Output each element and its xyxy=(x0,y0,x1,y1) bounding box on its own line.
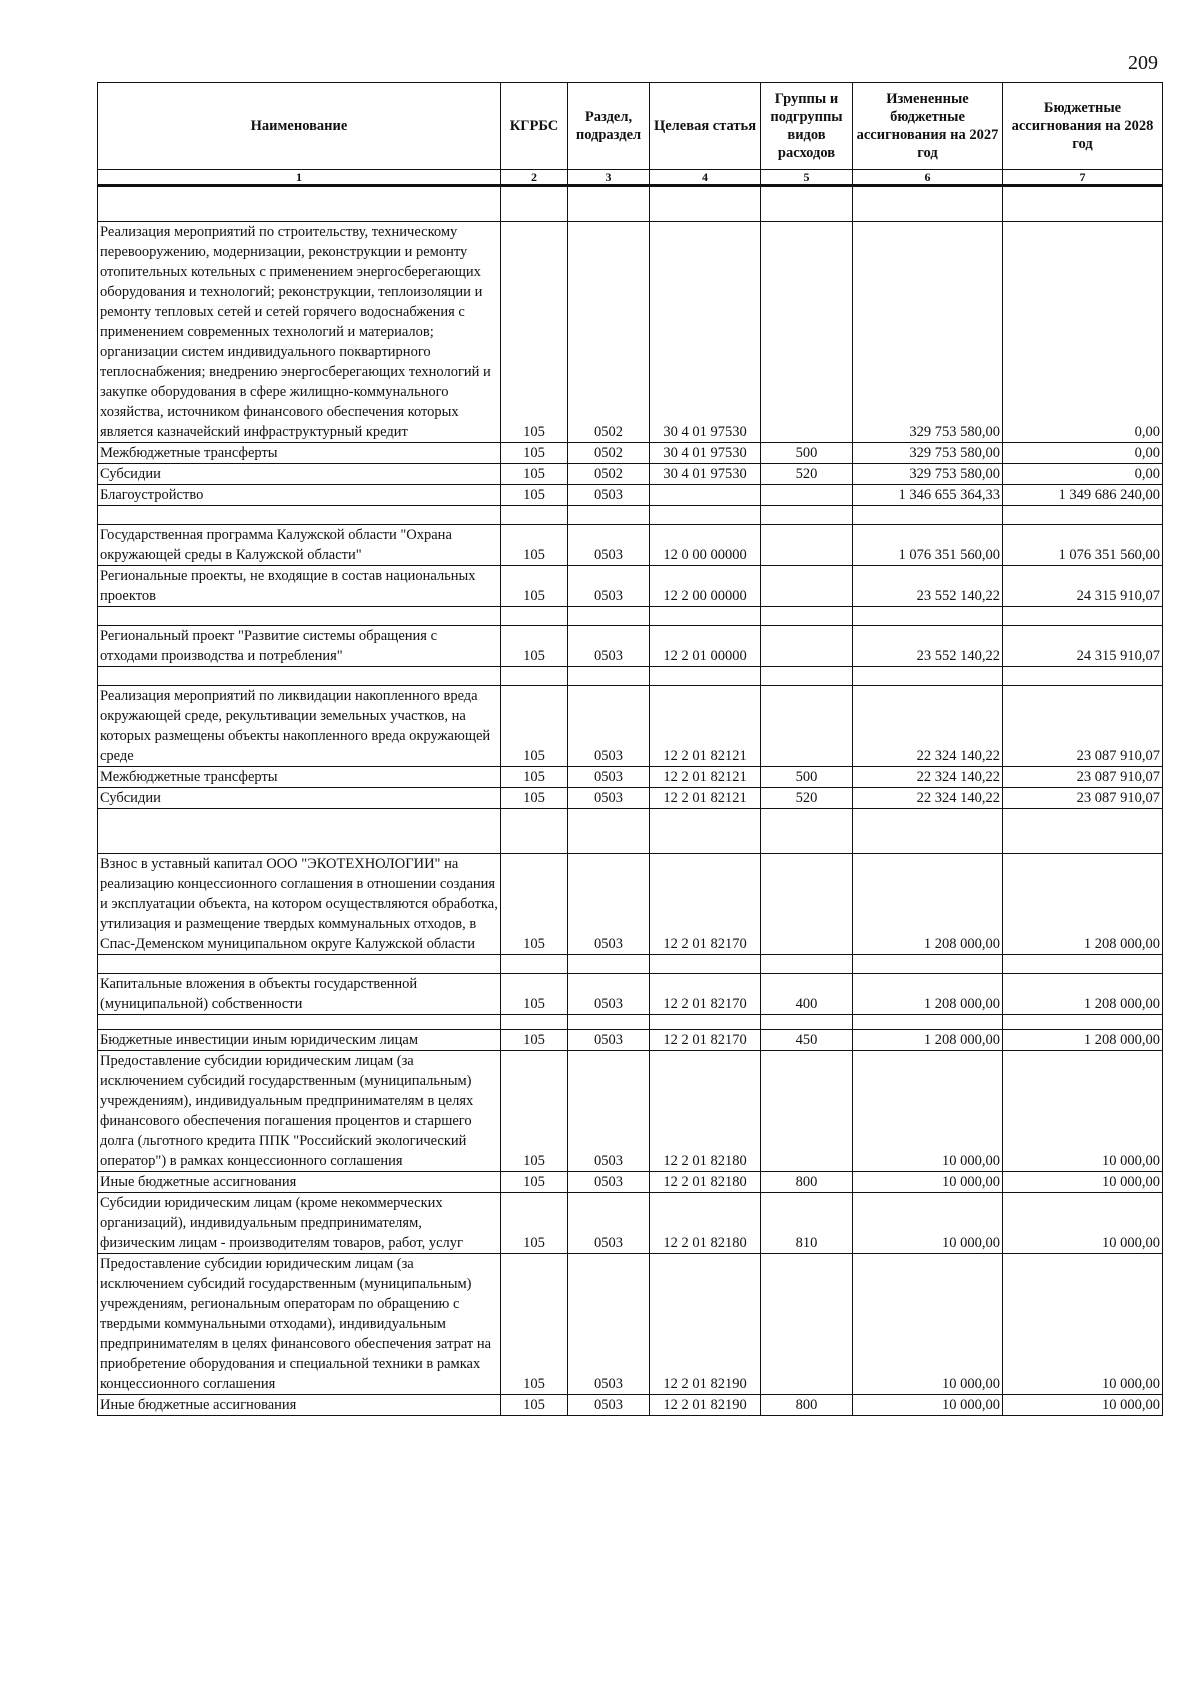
row-sum-2027-cell: 10 000,00 xyxy=(853,1395,1003,1416)
spacer-cell xyxy=(98,809,501,854)
spacer-cell xyxy=(501,955,568,974)
row-kgrbs-cell: 105 xyxy=(501,464,568,485)
column-number-row xyxy=(98,170,1163,186)
table-row xyxy=(98,1254,1163,1395)
row-target-article-cell: 30 4 01 97530 xyxy=(650,222,761,443)
spacer-cell xyxy=(568,955,650,974)
spacer-cell xyxy=(650,809,761,854)
row-kgrbs-cell: 105 xyxy=(501,974,568,1015)
row-expense-group-cell: 800 xyxy=(761,1395,853,1416)
spacer-cell xyxy=(568,667,650,686)
column-number: 2 xyxy=(501,170,568,186)
spacer-row xyxy=(98,506,1163,525)
spacer-row xyxy=(98,607,1163,626)
table-row xyxy=(98,854,1163,955)
table-row xyxy=(98,974,1163,1015)
row-section-cell: 0503 xyxy=(568,974,650,1015)
budget-table-body xyxy=(98,186,1163,1416)
row-sum-2027-cell: 23 552 140,22 xyxy=(853,626,1003,667)
spacer-cell xyxy=(568,809,650,854)
row-expense-group-cell xyxy=(761,626,853,667)
row-section-cell: 0502 xyxy=(568,222,650,443)
spacer-cell xyxy=(650,506,761,525)
spacer-cell xyxy=(853,809,1003,854)
row-sum-2027-cell: 1 208 000,00 xyxy=(853,1030,1003,1051)
row-expense-group-cell: 520 xyxy=(761,788,853,809)
row-name-cell: Межбюджетные трансферты xyxy=(98,443,501,464)
header-section: Раздел, подраздел xyxy=(568,83,650,170)
spacer-cell xyxy=(650,1015,761,1030)
table-row xyxy=(98,1051,1163,1172)
row-target-article-cell: 12 2 01 82180 xyxy=(650,1172,761,1193)
spacer-cell xyxy=(853,1015,1003,1030)
row-section-cell: 0503 xyxy=(568,566,650,607)
table-row xyxy=(98,222,1163,443)
spacer-cell xyxy=(761,955,853,974)
column-number: 7 xyxy=(1003,170,1163,186)
spacer-cell xyxy=(761,607,853,626)
row-expense-group-cell xyxy=(761,1051,853,1172)
table-row xyxy=(98,1172,1163,1193)
table-row xyxy=(98,767,1163,788)
header-kgrbs: КГРБС xyxy=(501,83,568,170)
row-target-article-cell: 12 2 01 82190 xyxy=(650,1395,761,1416)
spacer-cell xyxy=(1003,1015,1163,1030)
table-row xyxy=(98,788,1163,809)
spacer-cell xyxy=(501,667,568,686)
table-row xyxy=(98,464,1163,485)
row-sum-2027-cell: 10 000,00 xyxy=(853,1193,1003,1254)
spacer-cell xyxy=(853,955,1003,974)
row-expense-group-cell: 810 xyxy=(761,1193,853,1254)
row-kgrbs-cell: 105 xyxy=(501,1193,568,1254)
table-row xyxy=(98,566,1163,607)
header-sum-2027: Измененные бюджетные ассигнования на 2027 год xyxy=(853,83,1003,170)
row-section-cell: 0502 xyxy=(568,464,650,485)
row-section-cell: 0503 xyxy=(568,525,650,566)
row-expense-group-cell xyxy=(761,854,853,955)
row-name-cell: Межбюджетные трансферты xyxy=(98,767,501,788)
spacer-row xyxy=(98,186,1163,222)
row-name-cell: Иные бюджетные ассигнования xyxy=(98,1395,501,1416)
row-section-cell: 0503 xyxy=(568,485,650,506)
row-sum-2028-cell: 0,00 xyxy=(1003,222,1163,443)
row-sum-2028-cell: 1 208 000,00 xyxy=(1003,974,1163,1015)
row-sum-2028-cell: 10 000,00 xyxy=(1003,1254,1163,1395)
row-section-cell: 0503 xyxy=(568,1172,650,1193)
row-kgrbs-cell: 105 xyxy=(501,525,568,566)
row-section-cell: 0503 xyxy=(568,788,650,809)
spacer-row xyxy=(98,667,1163,686)
row-sum-2028-cell: 1 208 000,00 xyxy=(1003,854,1163,955)
spacer-cell xyxy=(853,607,1003,626)
row-section-cell: 0503 xyxy=(568,626,650,667)
row-section-cell: 0503 xyxy=(568,854,650,955)
spacer-cell xyxy=(98,506,501,525)
row-kgrbs-cell: 105 xyxy=(501,1254,568,1395)
row-section-cell: 0503 xyxy=(568,1193,650,1254)
row-target-article-cell: 12 2 01 82121 xyxy=(650,788,761,809)
row-sum-2027-cell: 329 753 580,00 xyxy=(853,443,1003,464)
row-target-article-cell: 12 2 01 82170 xyxy=(650,974,761,1015)
row-kgrbs-cell: 105 xyxy=(501,1051,568,1172)
spacer-cell xyxy=(501,186,568,222)
row-section-cell: 0503 xyxy=(568,1051,650,1172)
row-expense-group-cell xyxy=(761,222,853,443)
spacer-cell xyxy=(761,506,853,525)
row-sum-2027-cell: 22 324 140,22 xyxy=(853,788,1003,809)
spacer-cell xyxy=(568,186,650,222)
row-expense-group-cell: 800 xyxy=(761,1172,853,1193)
row-section-cell: 0503 xyxy=(568,767,650,788)
row-name-cell: Субсидии xyxy=(98,788,501,809)
row-target-article-cell: 12 2 01 00000 xyxy=(650,626,761,667)
spacer-cell xyxy=(761,186,853,222)
spacer-row xyxy=(98,955,1163,974)
spacer-cell xyxy=(98,667,501,686)
table-row xyxy=(98,626,1163,667)
row-expense-group-cell: 500 xyxy=(761,767,853,788)
row-expense-group-cell xyxy=(761,525,853,566)
row-name-cell: Бюджетные инвестиции иным юридическим лицам xyxy=(98,1030,501,1051)
row-sum-2027-cell: 1 208 000,00 xyxy=(853,974,1003,1015)
row-kgrbs-cell: 105 xyxy=(501,854,568,955)
row-kgrbs-cell: 105 xyxy=(501,222,568,443)
spacer-cell xyxy=(98,1015,501,1030)
spacer-cell xyxy=(501,506,568,525)
row-target-article-cell: 12 2 01 82190 xyxy=(650,1254,761,1395)
row-expense-group-cell xyxy=(761,1254,853,1395)
row-section-cell: 0503 xyxy=(568,686,650,767)
row-name-cell: Региональный проект "Развитие системы обращения с отходами производства и потребления" xyxy=(98,626,501,667)
row-target-article-cell xyxy=(650,485,761,506)
row-expense-group-cell xyxy=(761,566,853,607)
row-sum-2028-cell: 23 087 910,07 xyxy=(1003,686,1163,767)
row-kgrbs-cell: 105 xyxy=(501,1395,568,1416)
spacer-cell xyxy=(568,607,650,626)
row-target-article-cell: 12 2 01 82121 xyxy=(650,686,761,767)
spacer-row xyxy=(98,1015,1163,1030)
row-target-article-cell: 12 2 01 82180 xyxy=(650,1193,761,1254)
table-row xyxy=(98,686,1163,767)
spacer-cell xyxy=(650,955,761,974)
row-sum-2028-cell: 10 000,00 xyxy=(1003,1193,1163,1254)
row-sum-2027-cell: 1 208 000,00 xyxy=(853,854,1003,955)
spacer-cell xyxy=(98,186,501,222)
row-name-cell: Капитальные вложения в объекты государственной (муниципальной) собственности xyxy=(98,974,501,1015)
row-kgrbs-cell: 105 xyxy=(501,1030,568,1051)
column-number: 5 xyxy=(761,170,853,186)
row-sum-2028-cell: 23 087 910,07 xyxy=(1003,788,1163,809)
header-name: Наименование xyxy=(98,83,501,170)
row-sum-2028-cell: 10 000,00 xyxy=(1003,1172,1163,1193)
row-target-article-cell: 12 2 01 82121 xyxy=(650,767,761,788)
row-name-cell: Реализация мероприятий по ликвидации накопленного вреда окружающей среде, рекультивации земельных участков, на которых размещены объекты накопленного вреда окружающей среде xyxy=(98,686,501,767)
spacer-cell xyxy=(650,607,761,626)
row-name-cell: Иные бюджетные ассигнования xyxy=(98,1172,501,1193)
page-number: 209 xyxy=(1128,52,1158,74)
spacer-cell xyxy=(568,506,650,525)
row-sum-2028-cell: 10 000,00 xyxy=(1003,1395,1163,1416)
spacer-cell xyxy=(98,955,501,974)
row-sum-2027-cell: 1 346 655 364,33 xyxy=(853,485,1003,506)
table-row xyxy=(98,1193,1163,1254)
row-name-cell: Предоставление субсидии юридическим лицам (за исключением субсидий государственным (муниципальным) учреждениям, региональным операторам по обращению с твердыми коммунальными отходами), индивидуальным предпринимателям в целях финансового обеспечения затрат на приобретение оборудования и специальной техники в рамках концессионного соглашения xyxy=(98,1254,501,1395)
spacer-cell xyxy=(501,809,568,854)
row-name-cell: Субсидии xyxy=(98,464,501,485)
spacer-row xyxy=(98,809,1163,854)
row-name-cell: Государственная программа Калужской области "Охрана окружающей среды в Калужской области" xyxy=(98,525,501,566)
row-sum-2027-cell: 329 753 580,00 xyxy=(853,222,1003,443)
spacer-cell xyxy=(761,667,853,686)
row-expense-group-cell: 500 xyxy=(761,443,853,464)
table-row xyxy=(98,1030,1163,1051)
spacer-cell xyxy=(1003,186,1163,222)
row-sum-2027-cell: 1 076 351 560,00 xyxy=(853,525,1003,566)
row-sum-2027-cell: 10 000,00 xyxy=(853,1051,1003,1172)
spacer-cell xyxy=(761,809,853,854)
spacer-cell xyxy=(568,1015,650,1030)
row-target-article-cell: 12 2 00 00000 xyxy=(650,566,761,607)
row-target-article-cell: 30 4 01 97530 xyxy=(650,464,761,485)
spacer-cell xyxy=(501,1015,568,1030)
row-name-cell: Региональные проекты, не входящие в состав национальных проектов xyxy=(98,566,501,607)
table-row xyxy=(98,1395,1163,1416)
header-sum-2028: Бюджетные ассигнования на 2028 год xyxy=(1003,83,1163,170)
spacer-cell xyxy=(853,667,1003,686)
spacer-cell xyxy=(501,607,568,626)
row-expense-group-cell: 400 xyxy=(761,974,853,1015)
spacer-cell xyxy=(1003,667,1163,686)
spacer-cell xyxy=(98,607,501,626)
row-sum-2028-cell: 1 076 351 560,00 xyxy=(1003,525,1163,566)
table-row xyxy=(98,443,1163,464)
row-section-cell: 0502 xyxy=(568,443,650,464)
row-sum-2027-cell: 10 000,00 xyxy=(853,1172,1003,1193)
row-target-article-cell: 12 2 01 82170 xyxy=(650,1030,761,1051)
column-number: 3 xyxy=(568,170,650,186)
row-target-article-cell: 12 2 01 82180 xyxy=(650,1051,761,1172)
row-name-cell: Предоставление субсидии юридическим лицам (за исключением субсидий государственным (муниципальным) учреждениям), индивидуальным предпринимателям в целях финансового обеспечения погашения процентов и старшего долга (льготного кредита ППК "Российский экологический оператор") в рамках концессионного соглашения xyxy=(98,1051,501,1172)
row-kgrbs-cell: 105 xyxy=(501,767,568,788)
spacer-cell xyxy=(1003,506,1163,525)
row-kgrbs-cell: 105 xyxy=(501,686,568,767)
row-section-cell: 0503 xyxy=(568,1254,650,1395)
row-name-cell: Реализация мероприятий по строительству, техническому перевооружению, модернизации, реконструкции и ремонту отопительных котельных с применением энергосберегающих оборудования и технологий; реконструкции, теплоизоляции и ремонту тепловых сетей и сетей горячего водоснабжения с применением современных технологий и материалов; организации систем индивидуального поквартирного теплоснабжения; внедрению энергосберегающих технологий и закупке оборудования в сфере жилищно-коммунального хозяйства, источником финансового обеспечения которых является казначейский инфраструктурный кредит xyxy=(98,222,501,443)
row-sum-2028-cell: 24 315 910,07 xyxy=(1003,566,1163,607)
spacer-cell xyxy=(1003,607,1163,626)
column-number: 1 xyxy=(98,170,501,186)
spacer-cell xyxy=(1003,955,1163,974)
header-expense-group: Группы и подгруппы видов расходов xyxy=(761,83,853,170)
row-name-cell: Взнос в уставный капитал ООО "ЭКОТЕХНОЛОГИИ" на реализацию концессионного соглашения в отношении создания и эксплуатации объекта, на котором осуществляются обработка, утилизация и размещение твердых коммунальных отходов, в Спас-Деменском муниципальном округе Калужской области xyxy=(98,854,501,955)
row-kgrbs-cell: 105 xyxy=(501,443,568,464)
row-sum-2027-cell: 23 552 140,22 xyxy=(853,566,1003,607)
row-sum-2028-cell: 0,00 xyxy=(1003,464,1163,485)
row-sum-2027-cell: 10 000,00 xyxy=(853,1254,1003,1395)
row-sum-2027-cell: 329 753 580,00 xyxy=(853,464,1003,485)
spacer-cell xyxy=(761,1015,853,1030)
row-sum-2028-cell: 1 349 686 240,00 xyxy=(1003,485,1163,506)
row-kgrbs-cell: 105 xyxy=(501,485,568,506)
row-kgrbs-cell: 105 xyxy=(501,566,568,607)
spacer-cell xyxy=(853,186,1003,222)
row-kgrbs-cell: 105 xyxy=(501,1172,568,1193)
row-expense-group-cell xyxy=(761,485,853,506)
row-section-cell: 0503 xyxy=(568,1395,650,1416)
row-sum-2027-cell: 22 324 140,22 xyxy=(853,767,1003,788)
row-kgrbs-cell: 105 xyxy=(501,788,568,809)
row-target-article-cell: 30 4 01 97530 xyxy=(650,443,761,464)
row-expense-group-cell: 520 xyxy=(761,464,853,485)
row-sum-2027-cell: 22 324 140,22 xyxy=(853,686,1003,767)
row-sum-2028-cell: 0,00 xyxy=(1003,443,1163,464)
table-row xyxy=(98,525,1163,566)
table-row xyxy=(98,485,1163,506)
spacer-cell xyxy=(650,186,761,222)
spacer-cell xyxy=(853,506,1003,525)
budget-table xyxy=(97,82,1163,1416)
spacer-cell xyxy=(1003,809,1163,854)
column-number: 6 xyxy=(853,170,1003,186)
row-target-article-cell: 12 2 01 82170 xyxy=(650,854,761,955)
row-name-cell: Субсидии юридическим лицам (кроме некоммерческих организаций), индивидуальным предпринимателям, физическим лицам - производителям товаров, работ, услуг xyxy=(98,1193,501,1254)
column-number: 4 xyxy=(650,170,761,186)
row-sum-2028-cell: 10 000,00 xyxy=(1003,1051,1163,1172)
row-kgrbs-cell: 105 xyxy=(501,626,568,667)
row-sum-2028-cell: 23 087 910,07 xyxy=(1003,767,1163,788)
header-target-article: Целевая статья xyxy=(650,83,761,170)
row-expense-group-cell xyxy=(761,686,853,767)
row-sum-2028-cell: 24 315 910,07 xyxy=(1003,626,1163,667)
header-row xyxy=(98,83,1163,170)
row-target-article-cell: 12 0 00 00000 xyxy=(650,525,761,566)
row-section-cell: 0503 xyxy=(568,1030,650,1051)
row-sum-2028-cell: 1 208 000,00 xyxy=(1003,1030,1163,1051)
row-name-cell: Благоустройство xyxy=(98,485,501,506)
row-expense-group-cell: 450 xyxy=(761,1030,853,1051)
spacer-cell xyxy=(650,667,761,686)
